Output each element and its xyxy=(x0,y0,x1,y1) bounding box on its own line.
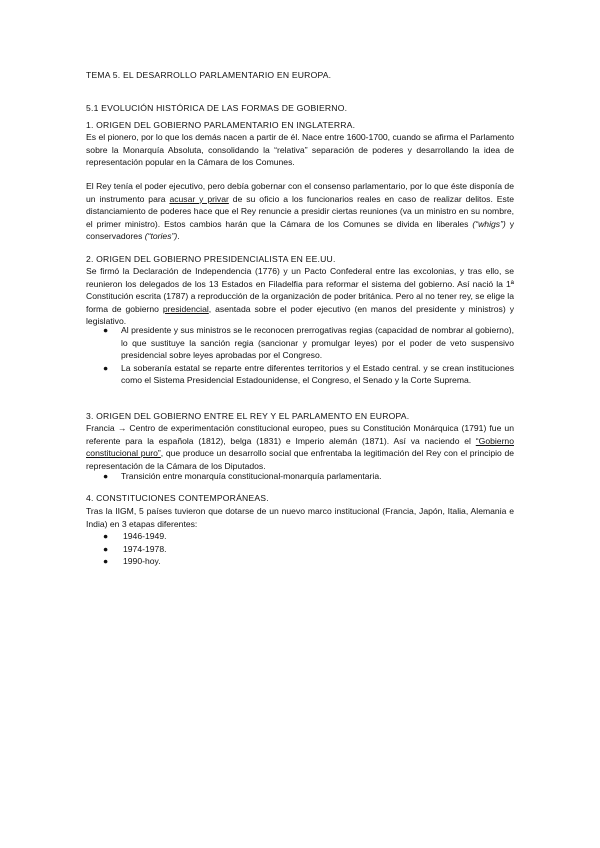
text-run: , que produce un desarrollo social que enfrentaba la legitimación del Rey con el principio de representación de la Cámara de los Diputados. xyxy=(86,448,514,471)
list-item xyxy=(86,362,514,387)
section-1-paragraph-2 xyxy=(86,180,514,243)
text-run: El Rey tenía el poder ejecutivo, pero debía gobernar con el consenso parlamentario, por lo que éste disponía de un instrumento para xyxy=(86,181,514,204)
list-item xyxy=(86,555,514,568)
list-item xyxy=(86,324,514,362)
section-4-bullet-list xyxy=(86,530,514,568)
section-3-paragraph xyxy=(86,422,514,472)
list-item-text: La soberanía estatal se reparte entre diferentes territorios y el Estado central. y se crean instituciones como el Sistema Presidencial Estadounidense, el Congreso, el Senado y la Corte Suprema. xyxy=(121,362,514,386)
section-2-heading: 2. ORIGEN DEL GOBIERNO PRESIDENCIALISTA EN EE.UU. xyxy=(86,254,336,264)
section-subtitle: 5.1 EVOLUCIÓN HISTÓRICA DE LAS FORMAS DE GOBIERNO. xyxy=(86,103,348,113)
list-item-text: 1946-1949. xyxy=(123,531,167,541)
text-run: . xyxy=(177,231,180,242)
list-item xyxy=(86,530,514,543)
list-item-text: 1974-1978. xyxy=(123,543,167,554)
text-run: Se firmó la Declaración de Independencia (1776) y un Pacto Confederal entre las excolonias, y tras ello, se reunieron los delegados de los 13 Estados en Filadelfia para reformar el sistema del gobierno. Así nació la 1ª Constitución escrita (1787) a reproducción de la organización de poder británica. Pero al no tener rey, se elige la forma de gobierno xyxy=(86,266,514,314)
bullet-icon: ● xyxy=(103,543,109,554)
bullet-icon: ● xyxy=(103,325,109,335)
section-4-paragraph: Tras la IIGM, 5 países tuvieron que dotarse de un nuevo marco institucional (Francia, Japón, Italia, Alemania e India) en 3 etapas diferentes: xyxy=(86,506,514,529)
list-item-text: 1990-hoy. xyxy=(123,556,161,567)
list-item-text: Al presidente y sus ministros se le reconocen prerrogativas regias (capacidad de nombrar al gobierno), lo que sustituye la sanción regia (sancionar y promulgar leyes) por el poder de veto suspensivo presidencial sobre leyes aprobadas por el Congreso. xyxy=(121,325,514,361)
text-run: , asentada sobre el poder ejecutivo (en manos del presidente y ministros) y legislativo. xyxy=(86,303,514,327)
bullet-icon: ● xyxy=(103,531,109,541)
underlined-term: acusar y privar xyxy=(169,193,229,204)
italic-term-whigs: (“whigs”) xyxy=(472,218,506,229)
document-title: TEMA 5. EL DESARROLLO PARLAMENTARIO EN EUROPA. xyxy=(86,70,332,80)
bullet-icon: ● xyxy=(103,556,109,567)
section-3-heading: 3. ORIGEN DEL GOBIERNO ENTRE EL REY Y EL PARLAMENTO EN EUROPA. xyxy=(86,411,410,421)
text-run: Francia → Centro de experimentación constitucional europeo, pues su Constitución Monárquica (1791) fue un referente para la española (1812), belga (1831) e Imperio alemán (1871). Así va naciendo el xyxy=(86,423,514,446)
list-item xyxy=(86,470,514,483)
section-1-paragraph-1: Es el pionero, por lo que los demás nacen a partir de él. Nace entre 1600-1700, cuando se afirma el Parlamento sobre la Monarquía Absoluta, consolidando la “relativa” separación de poderes y desarrollando la idea de representación popular en la Cámara de los Comunes. xyxy=(86,132,514,168)
section-1-heading: 1. ORIGEN DEL GOBIERNO PARLAMENTARIO EN INGLATERRA. xyxy=(86,120,356,130)
section-2-bullet-list xyxy=(86,324,514,387)
underlined-term: presidencial xyxy=(162,303,209,314)
text-run: de su oficio a los funcionarios reales en caso de realizar delitos. Este distanciamiento de poderes hace que el Rey renuncie a presidir ciertas reuniones (va un ministro en su nombre, el primer ministro). Estos cambios harán que la Cámara de los Comunes se divida en liberales xyxy=(86,193,514,229)
list-item xyxy=(86,543,514,556)
section-3-bullet-list xyxy=(86,470,514,483)
section-4-heading: 4. CONSTITUCIONES CONTEMPORÁNEAS. xyxy=(86,493,269,503)
bullet-icon: ● xyxy=(103,471,109,481)
section-2-paragraph xyxy=(86,265,514,328)
text-run: y conservadores xyxy=(86,218,515,242)
underlined-term: “Gobierno constitucional puro” xyxy=(86,435,514,459)
bullet-icon: ● xyxy=(103,362,109,373)
italic-term-tories: (“tories”) xyxy=(144,231,178,242)
list-item-text: Transición entre monarquía constitucional-monarquía parlamentaria. xyxy=(121,471,382,481)
